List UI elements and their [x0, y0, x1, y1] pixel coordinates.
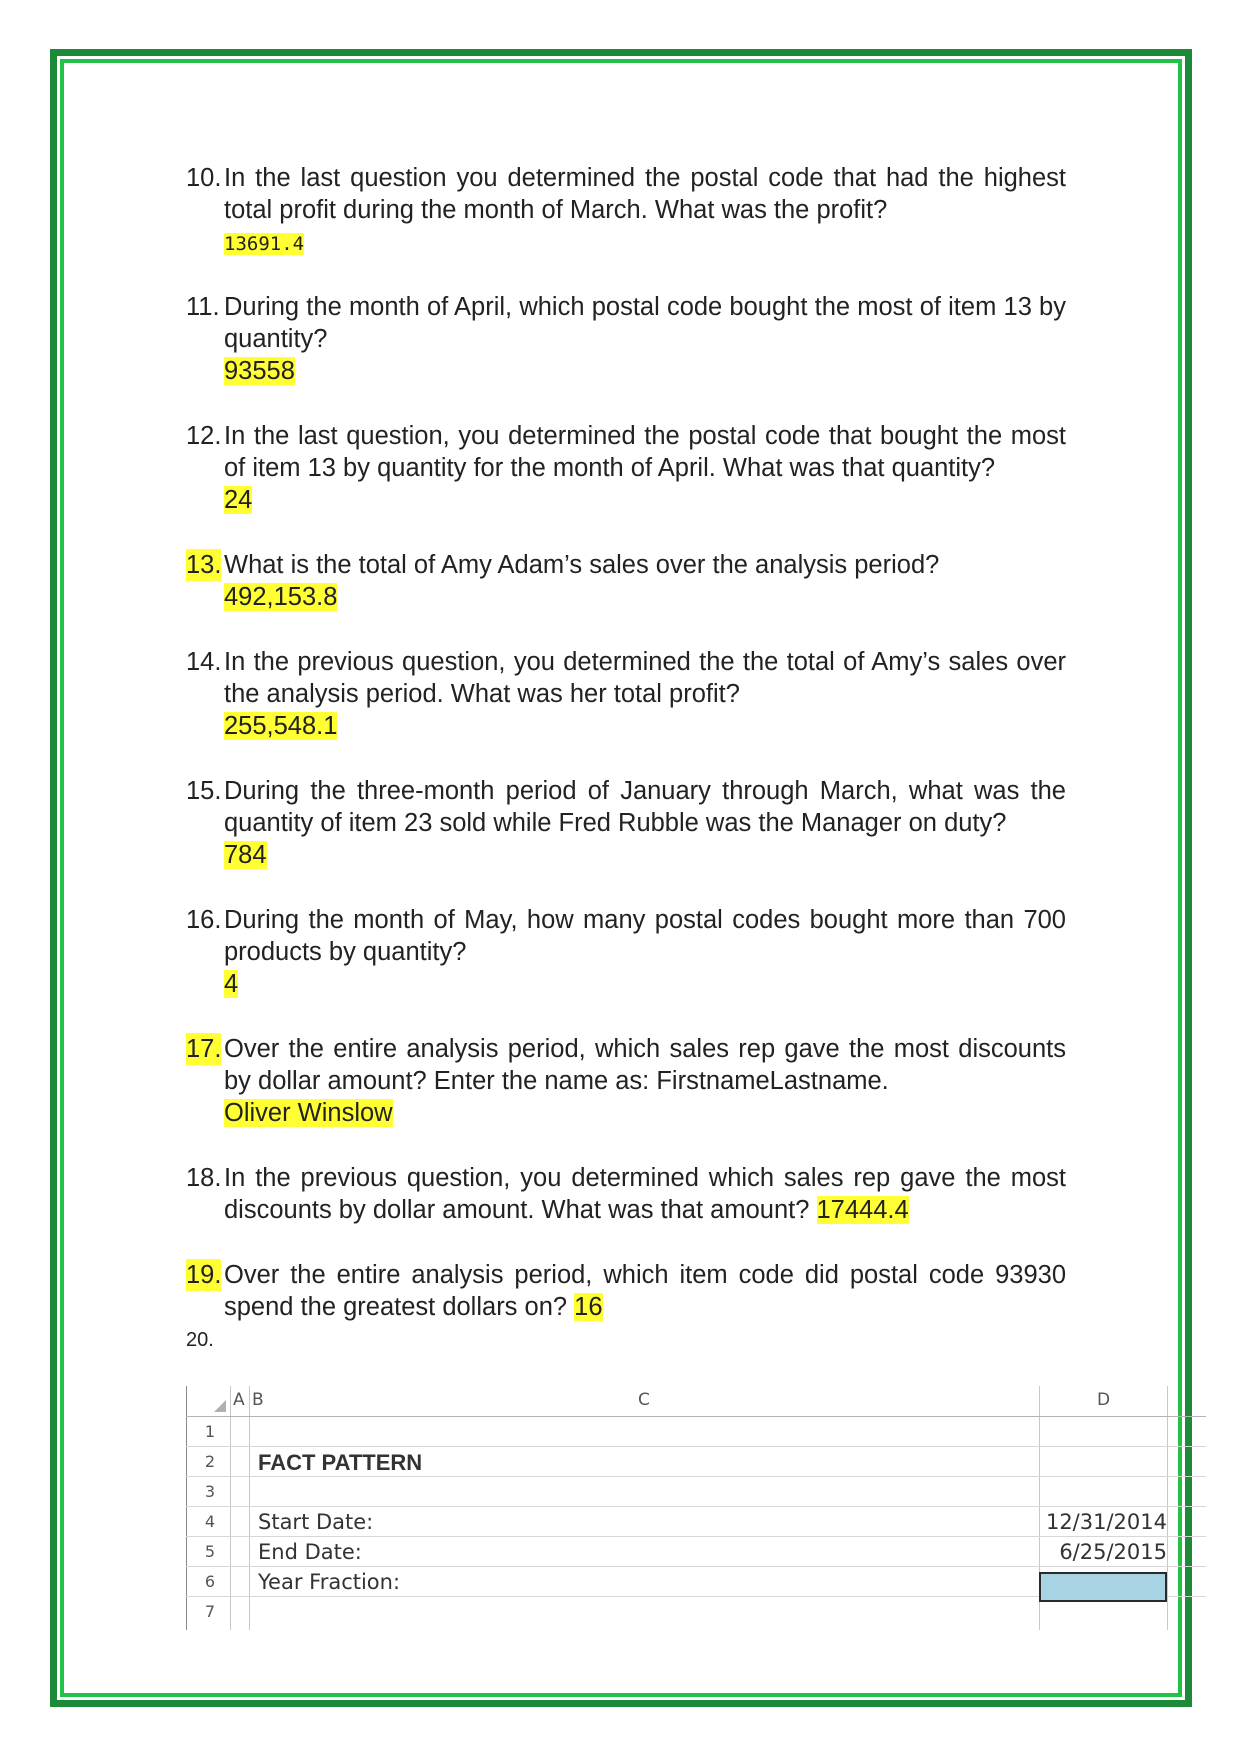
grid-line	[249, 1386, 250, 1630]
grid-line	[186, 1476, 1206, 1477]
question-number: 20.	[186, 1329, 214, 1351]
grid-line	[186, 1506, 1206, 1507]
question-text: During the three-month period of January through March, what was the quantity of item 23 sold while Fred Rubble was the Manager on duty?	[224, 777, 1066, 837]
answer: 492,153.8	[224, 583, 338, 611]
question-number: 12.	[186, 422, 222, 450]
question-number: 17.	[186, 1035, 222, 1063]
answer: 13691.4	[224, 233, 305, 255]
question-18	[186, 1162, 1066, 1226]
row-header[interactable]: 5	[204, 1542, 216, 1561]
cell-year-fraction-selected[interactable]	[1039, 1572, 1167, 1602]
answer: 93558	[224, 357, 295, 385]
question-text: What is the total of Amy Adam’s sales over the analysis period?	[224, 551, 940, 579]
row-header[interactable]: 1	[204, 1422, 216, 1441]
answer: 16	[574, 1293, 603, 1321]
column-header-a[interactable]: A	[233, 1390, 245, 1410]
cell-fact-pattern-title[interactable]: FACT PATTERN	[258, 1450, 423, 1475]
row-header[interactable]: 3	[204, 1482, 216, 1501]
question-number: 19.	[186, 1261, 222, 1289]
answer: Oliver Winslow	[224, 1099, 393, 1127]
question-text: In the last question you determined the postal code that had the highest total profit during the month of March. What was the profit?	[224, 164, 1066, 224]
header-line	[186, 1416, 1206, 1417]
question-number: 11.	[186, 293, 220, 321]
cell-start-date-value[interactable]: 12/31/2014	[1045, 1510, 1167, 1534]
question-text: In the last question, you determined the postal code that bought the most of item 13 by quantity for the month of April. What was that quantity?	[224, 422, 1066, 482]
cell-start-date-label[interactable]: Start Date:	[258, 1510, 374, 1534]
cell-year-fraction-label[interactable]: Year Fraction:	[258, 1570, 401, 1594]
select-all-corner[interactable]	[214, 1400, 226, 1412]
answer: 17444.4	[816, 1196, 909, 1224]
question-text: In the previous question, you determined which sales rep gave the most discounts by dollar amount. What was that amount?	[224, 1164, 1066, 1224]
question-15	[186, 775, 1066, 871]
question-number: 18.	[186, 1164, 222, 1192]
question-10	[186, 162, 1066, 258]
question-text: In the previous question, you determined the the total of Amy’s sales over the analysis period. What was her total profit?	[224, 648, 1066, 708]
grid-line	[186, 1566, 1206, 1567]
question-text: During the month of May, how many postal codes bought more than 700 products by quantity?	[224, 906, 1066, 966]
question-text: Over the entire analysis period, which sales rep gave the most discounts by dollar amount? Enter the name as: FirstnameLastname.	[224, 1035, 1066, 1095]
answer: 24	[224, 486, 253, 514]
question-12	[186, 420, 1066, 516]
row-header[interactable]: 7	[204, 1602, 216, 1621]
answer: 4	[224, 970, 239, 998]
answer: 784	[224, 841, 267, 869]
question-number: 13.	[186, 551, 222, 579]
question-19	[186, 1259, 1066, 1323]
question-number: 15.	[186, 777, 222, 805]
column-header-d[interactable]: D	[1097, 1390, 1111, 1410]
question-11	[186, 291, 1066, 387]
grid-line	[230, 1386, 231, 1630]
cell-end-date-value[interactable]: 6/25/2015	[1059, 1540, 1167, 1564]
question-list	[186, 162, 1066, 1352]
question-text: During the month of April, which postal code bought the most of item 13 by quantity?	[224, 293, 1066, 353]
question-17	[186, 1033, 1066, 1129]
grid-line	[186, 1446, 1206, 1447]
question-16	[186, 904, 1066, 1000]
question-text: Over the entire analysis period, which item code did postal code 93930 spend the greatest dollars on?	[224, 1261, 1066, 1321]
question-number: 16.	[186, 906, 222, 934]
question-20	[186, 1328, 1066, 1352]
row-header[interactable]: 4	[204, 1512, 216, 1531]
answer: 255,548.1	[224, 712, 338, 740]
row-header[interactable]: 6	[204, 1572, 216, 1591]
sheet-left-edge	[186, 1386, 187, 1630]
question-number: 10.	[186, 164, 222, 192]
column-header-c[interactable]: C	[638, 1390, 650, 1410]
question-13	[186, 549, 1066, 613]
question-number: 14.	[186, 648, 222, 676]
spreadsheet-screenshot	[186, 1386, 1167, 1630]
question-14	[186, 646, 1066, 742]
grid-line	[186, 1536, 1206, 1537]
row-header[interactable]: 2	[204, 1452, 216, 1471]
grid-line	[1167, 1386, 1168, 1630]
column-header-b[interactable]: B	[252, 1390, 264, 1410]
cell-end-date-label[interactable]: End Date:	[258, 1540, 362, 1564]
